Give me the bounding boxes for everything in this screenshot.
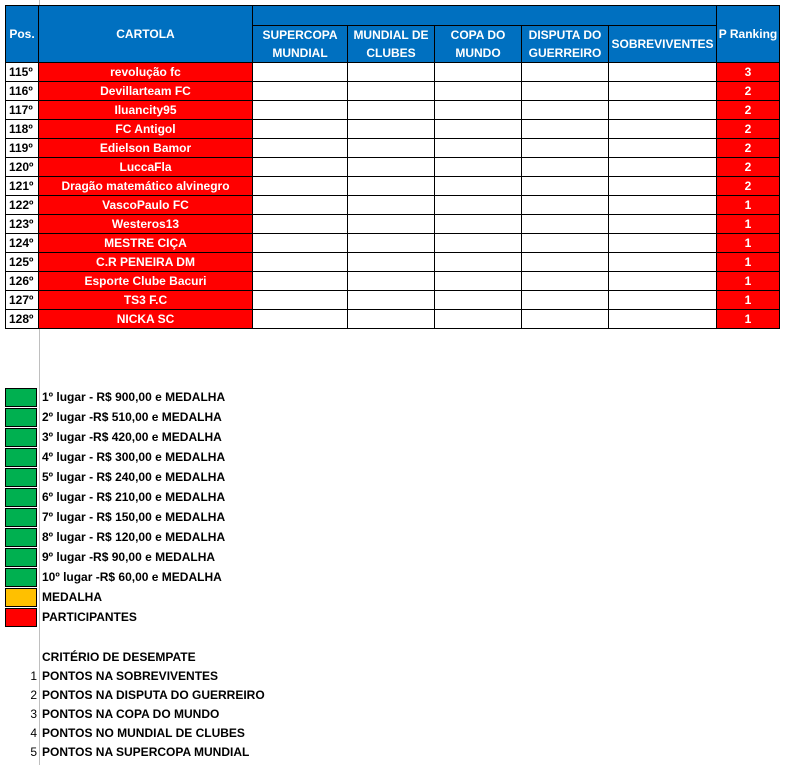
- table-row: [6, 120, 780, 139]
- header-mundial: MUNDIAL DE CLUBES: [348, 26, 435, 63]
- cell-copa: [435, 82, 522, 101]
- ranking-table: [5, 5, 780, 329]
- cell-copa: [435, 63, 522, 82]
- table-row: [6, 101, 780, 120]
- criteria-text: PONTOS NA COPA DO MUNDO: [42, 707, 220, 721]
- cell-supercopa: [253, 234, 348, 253]
- cell-ranking-points: 1: [717, 253, 780, 272]
- cell-mundial: [348, 310, 435, 329]
- cell-disputa: [522, 82, 609, 101]
- header-ranking: P Ranking: [717, 6, 780, 63]
- cell-disputa: [522, 253, 609, 272]
- header-sobreviventes: SOBREVIVENTES: [609, 26, 717, 63]
- cell-cartola: revolução fc: [39, 63, 253, 82]
- cell-supercopa: [253, 196, 348, 215]
- criteria-number: 1: [30, 669, 37, 683]
- legend-label: 2º lugar -R$ 510,00 e MEDALHA: [42, 410, 222, 424]
- cell-disputa: [522, 177, 609, 196]
- cell-sobreviventes: [609, 215, 717, 234]
- cell-cartola: Westeros13: [39, 215, 253, 234]
- legend-label: MEDALHA: [42, 590, 102, 604]
- cell-disputa: [522, 196, 609, 215]
- cell-position: 121º: [6, 177, 39, 196]
- legend-swatch: [5, 388, 37, 407]
- legend-label: PARTICIPANTES: [42, 610, 137, 624]
- cell-position: 124º: [6, 234, 39, 253]
- table-row: [6, 177, 780, 196]
- cell-supercopa: [253, 158, 348, 177]
- legend-label: 4º lugar - R$ 300,00 e MEDALHA: [42, 450, 226, 464]
- cell-copa: [435, 215, 522, 234]
- table-row: [6, 310, 780, 329]
- table-row: [6, 272, 780, 291]
- cell-ranking-points: 1: [717, 310, 780, 329]
- cell-cartola: Esporte Clube Bacuri: [39, 272, 253, 291]
- cell-position: 120º: [6, 158, 39, 177]
- cell-sobreviventes: [609, 158, 717, 177]
- cell-copa: [435, 196, 522, 215]
- criteria-text: PONTOS NO MUNDIAL DE CLUBES: [42, 726, 245, 740]
- cell-ranking-points: 1: [717, 196, 780, 215]
- legend-swatch: [5, 468, 37, 487]
- cell-mundial: [348, 158, 435, 177]
- legend-swatch: [5, 608, 37, 627]
- criteria-item: [0, 669, 300, 688]
- legend-label: 5º lugar - R$ 240,00 e MEDALHA: [42, 470, 226, 484]
- legend-swatch: [5, 508, 37, 527]
- legend-swatch: [5, 428, 37, 447]
- cell-sobreviventes: [609, 120, 717, 139]
- header-cartola: CARTOLA: [39, 6, 253, 63]
- header-group-blank: [253, 6, 717, 26]
- cell-copa: [435, 253, 522, 272]
- table-row: [6, 139, 780, 158]
- cell-copa: [435, 139, 522, 158]
- cell-cartola: Iluancity95: [39, 101, 253, 120]
- criteria-item: [0, 745, 300, 764]
- cell-ranking-points: 1: [717, 215, 780, 234]
- criteria-item: [0, 726, 300, 745]
- header-supercopa: SUPERCOPA MUNDIAL: [253, 26, 348, 63]
- cell-ranking-points: 1: [717, 291, 780, 310]
- header-copa: COPA DO MUNDO: [435, 26, 522, 63]
- cell-ranking-points: 2: [717, 177, 780, 196]
- cell-supercopa: [253, 82, 348, 101]
- criteria-text: PONTOS NA SUPERCOPA MUNDIAL: [42, 745, 250, 759]
- cell-copa: [435, 101, 522, 120]
- cell-position: 115º: [6, 63, 39, 82]
- cell-disputa: [522, 215, 609, 234]
- cell-mundial: [348, 82, 435, 101]
- cell-position: 116º: [6, 82, 39, 101]
- cell-position: 128º: [6, 310, 39, 329]
- cell-position: 126º: [6, 272, 39, 291]
- cell-position: 123º: [6, 215, 39, 234]
- cell-cartola: MESTRE CIÇA: [39, 234, 253, 253]
- cell-mundial: [348, 139, 435, 158]
- table-row: [6, 158, 780, 177]
- table-row: [6, 253, 780, 272]
- table-row: [6, 82, 780, 101]
- cell-supercopa: [253, 139, 348, 158]
- table-row: [6, 63, 780, 82]
- criteria-item: [0, 707, 300, 726]
- criteria-number: 4: [30, 726, 37, 740]
- legend-swatch: [5, 408, 37, 427]
- cell-disputa: [522, 272, 609, 291]
- cell-ranking-points: 1: [717, 234, 780, 253]
- cell-position: 119º: [6, 139, 39, 158]
- cell-supercopa: [253, 120, 348, 139]
- cell-mundial: [348, 272, 435, 291]
- cell-mundial: [348, 120, 435, 139]
- cell-sobreviventes: [609, 253, 717, 272]
- legend-swatch: [5, 588, 37, 607]
- legend-label: 8º lugar - R$ 120,00 e MEDALHA: [42, 530, 226, 544]
- cell-ranking-points: 2: [717, 101, 780, 120]
- cell-ranking-points: 2: [717, 120, 780, 139]
- cell-sobreviventes: [609, 63, 717, 82]
- cell-copa: [435, 158, 522, 177]
- cell-sobreviventes: [609, 139, 717, 158]
- cell-supercopa: [253, 272, 348, 291]
- cell-sobreviventes: [609, 310, 717, 329]
- cell-ranking-points: 2: [717, 82, 780, 101]
- cell-ranking-points: 1: [717, 272, 780, 291]
- cell-sobreviventes: [609, 82, 717, 101]
- ranking-table-body: [6, 63, 780, 329]
- cell-supercopa: [253, 253, 348, 272]
- cell-position: 118º: [6, 120, 39, 139]
- cell-mundial: [348, 291, 435, 310]
- criteria-text: PONTOS NA DISPUTA DO GUERREIRO: [42, 688, 265, 702]
- header-pos: Pos.: [6, 6, 39, 63]
- cell-copa: [435, 120, 522, 139]
- criteria-title: CRITÉRIO DE DESEMPATE: [42, 650, 196, 664]
- criteria-text: PONTOS NA SOBREVIVENTES: [42, 669, 219, 683]
- cell-position: 125º: [6, 253, 39, 272]
- table-row: [6, 215, 780, 234]
- cell-cartola: FC Antigol: [39, 120, 253, 139]
- cell-disputa: [522, 139, 609, 158]
- cell-cartola: TS3 F.C: [39, 291, 253, 310]
- cell-cartola: Dragão matemático alvinegro: [39, 177, 253, 196]
- legend-label: 9º lugar -R$ 90,00 e MEDALHA: [42, 550, 216, 564]
- cell-supercopa: [253, 310, 348, 329]
- cell-mundial: [348, 101, 435, 120]
- cell-cartola: NICKA SC: [39, 310, 253, 329]
- cell-cartola: C.R PENEIRA DM: [39, 253, 253, 272]
- header-disputa: DISPUTA DO GUERREIRO: [522, 26, 609, 63]
- cell-sobreviventes: [609, 272, 717, 291]
- cell-disputa: [522, 291, 609, 310]
- cell-supercopa: [253, 215, 348, 234]
- cell-cartola: LuccaFla: [39, 158, 253, 177]
- cell-disputa: [522, 310, 609, 329]
- cell-sobreviventes: [609, 101, 717, 120]
- cell-mundial: [348, 63, 435, 82]
- cell-mundial: [348, 196, 435, 215]
- legend-label: 6º lugar - R$ 210,00 e MEDALHA: [42, 490, 226, 504]
- cell-supercopa: [253, 101, 348, 120]
- cell-position: 122º: [6, 196, 39, 215]
- cell-mundial: [348, 215, 435, 234]
- cell-copa: [435, 291, 522, 310]
- cell-cartola: Devillarteam FC: [39, 82, 253, 101]
- cell-sobreviventes: [609, 196, 717, 215]
- table-row: [6, 291, 780, 310]
- cell-supercopa: [253, 291, 348, 310]
- criteria-item: [0, 688, 300, 707]
- cell-position: 117º: [6, 101, 39, 120]
- cell-cartola: VascoPaulo FC: [39, 196, 253, 215]
- legend-label: 10º lugar -R$ 60,00 e MEDALHA: [42, 570, 222, 584]
- cell-mundial: [348, 234, 435, 253]
- cell-disputa: [522, 120, 609, 139]
- cell-sobreviventes: [609, 291, 717, 310]
- legend-swatch: [5, 488, 37, 507]
- legend-label: 7º lugar - R$ 150,00 e MEDALHA: [42, 510, 226, 524]
- cell-position: 127º: [6, 291, 39, 310]
- cell-supercopa: [253, 177, 348, 196]
- cell-sobreviventes: [609, 177, 717, 196]
- cell-ranking-points: 2: [717, 158, 780, 177]
- cell-cartola: Edielson Bamor: [39, 139, 253, 158]
- legend-swatch: [5, 548, 37, 567]
- cell-ranking-points: 2: [717, 139, 780, 158]
- cell-disputa: [522, 101, 609, 120]
- cell-ranking-points: 3: [717, 63, 780, 82]
- cell-copa: [435, 234, 522, 253]
- cell-copa: [435, 272, 522, 291]
- cell-supercopa: [253, 63, 348, 82]
- cell-disputa: [522, 158, 609, 177]
- criteria-number: 3: [30, 707, 37, 721]
- cell-copa: [435, 177, 522, 196]
- table-row: [6, 234, 780, 253]
- cell-mundial: [348, 253, 435, 272]
- legend-swatch: [5, 568, 37, 587]
- legend-label: 1º lugar - R$ 900,00 e MEDALHA: [42, 390, 226, 404]
- legend-label: 3º lugar -R$ 420,00 e MEDALHA: [42, 430, 222, 444]
- criteria-number: 5: [30, 745, 37, 759]
- cell-sobreviventes: [609, 234, 717, 253]
- cell-disputa: [522, 234, 609, 253]
- cell-copa: [435, 310, 522, 329]
- table-row: [6, 196, 780, 215]
- cell-disputa: [522, 63, 609, 82]
- cell-mundial: [348, 177, 435, 196]
- legend-swatch: [5, 448, 37, 467]
- criteria-number: 2: [30, 688, 37, 702]
- legend-swatch: [5, 528, 37, 547]
